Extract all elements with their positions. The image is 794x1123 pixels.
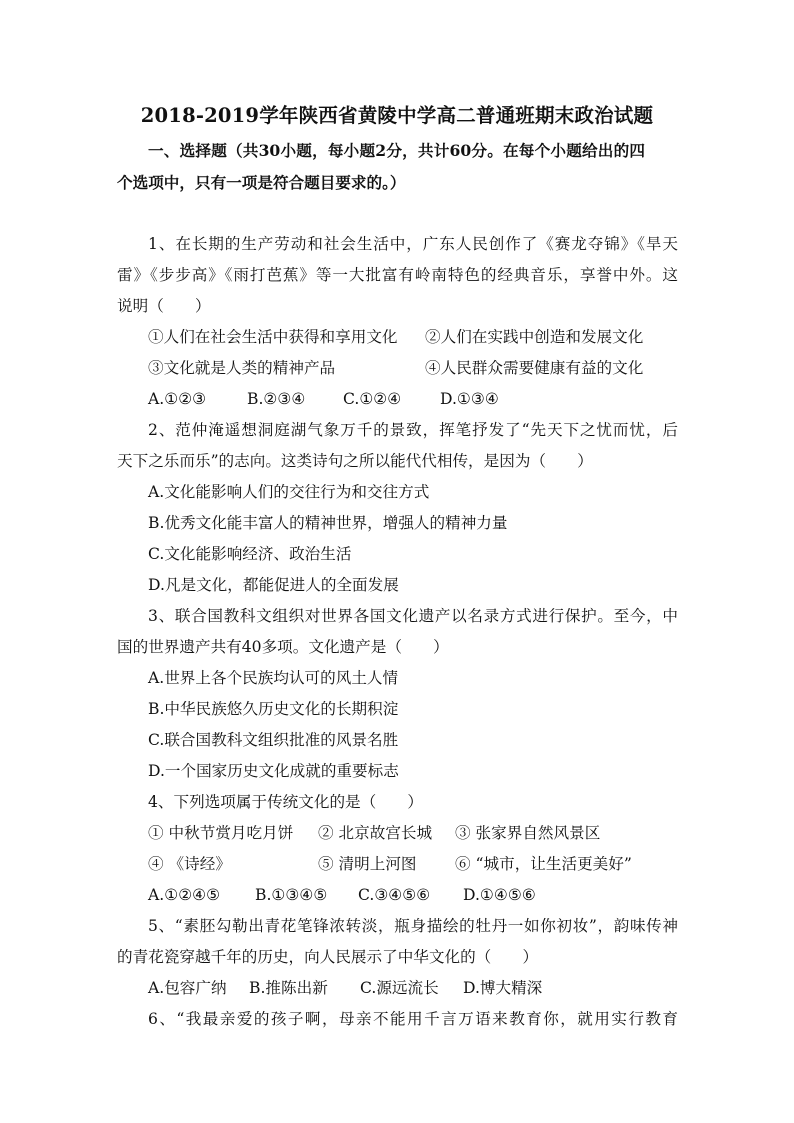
q4-item-2: ② 北京故宫长城: [318, 824, 433, 842]
q5-option-d: D.博大精深: [463, 979, 543, 997]
q5-option-b: B.推陈出新: [249, 979, 328, 997]
q5-stem-line-1: 5、“素胚勾勒出青花笔锋浓转淡，瓶身描绘的牡丹一如你初妆”，韵味传神: [148, 917, 678, 935]
q4-stem: 4、下列选项属于传统文化的是（ ）: [148, 793, 424, 811]
section-heading-line-1: 一、选择题（共30小题，每小题2分，共计60分。在每个小题给出的四: [148, 141, 645, 160]
q1-stem-line-2: 雷》《步步高》《雨打芭蕉》等一大批富有岭南特色的经典音乐，享誉中外。这: [117, 266, 678, 284]
q4-item-5: ⑤ 清明上河图: [318, 855, 417, 873]
q1-item-4: ④人民群众需要健康有益的文化: [425, 359, 644, 377]
q4-option-a: A.①②④⑤: [148, 886, 221, 904]
q4-option-d: D.①④⑤⑥: [463, 886, 536, 904]
q4-item-3: ③ 张家界自然风景区: [455, 824, 601, 842]
q4-item-4: ④ 《诗经》: [148, 855, 231, 873]
q2-stem-line-2: 天下之乐而乐”的志向。这类诗句之所以能代代相传，是因为（ ）: [117, 452, 593, 470]
q1-item-3: ③文化就是人类的精神产品: [148, 359, 336, 377]
q1-stem-line-1: 1、在长期的生产劳动和社会生活中，广东人民创作了《赛龙夺锦》《旱天: [148, 235, 678, 253]
q3-option-d: D.一个国家历史文化成就的重要标志: [148, 762, 399, 780]
q4-option-b: B.①③④⑤: [255, 886, 328, 904]
q3-stem-line-2: 国的世界遗产共有40多项。文化遗产是（ ）: [117, 638, 449, 656]
q5-option-a: A.包容广纳: [148, 979, 227, 997]
q1-option-c: C.①②④: [343, 390, 402, 408]
q2-option-c: C.文化能影响经济、政治生活: [148, 545, 352, 563]
q1-item-2: ②人们在实践中创造和发展文化: [425, 328, 644, 346]
q2-option-a: A.文化能影响人们的交往行为和交往方式: [148, 483, 430, 501]
q1-option-b: B.②③④: [247, 390, 306, 408]
document-title: 2018-2019学年陕西省黄陵中学高二普通班期末政治试题: [140, 104, 654, 127]
q4-item-6: ⑥ “城市，让生活更美好”: [455, 855, 632, 873]
q2-stem-line-1: 2、范仲淹遥想洞庭湖气象万千的景致，挥笔抒发了“先天下之忧而忧，后: [148, 421, 678, 439]
q6-stem-line-1: 6、“我最亲爱的孩子啊，母亲不能用千言万语来教育你，就用实行教育: [148, 1010, 678, 1028]
section-heading-line-2: 个选项中，只有一项是符合题目要求的。）: [117, 173, 406, 192]
q3-option-b: B.中华民族悠久历史文化的长期积淀: [148, 700, 399, 718]
q2-option-d: D.凡是文化，都能促进人的全面发展: [148, 576, 399, 594]
q3-option-c: C.联合国教科文组织批准的风景名胜: [148, 731, 399, 749]
q1-option-a: A.①②③: [148, 390, 207, 408]
q1-stem-line-3: 说明（ ）: [117, 297, 211, 315]
q4-item-1: ① 中秋节赏月吃月饼: [148, 824, 294, 842]
q1-option-d: D.①③④: [440, 390, 499, 408]
q4-option-c: C.③④⑤⑥: [358, 886, 431, 904]
q5-stem-line-2: 的青花瓷穿越千年的历史，向人民展示了中华文化的（ ）: [117, 948, 539, 966]
q2-option-b: B.优秀文化能丰富人的精神世界，增强人的精神力量: [148, 514, 508, 532]
q1-item-1: ①人们在社会生活中获得和享用文化: [148, 328, 398, 346]
q3-option-a: A.世界上各个民族均认可的风土人情: [148, 669, 399, 687]
q5-option-c: C.源远流长: [360, 979, 439, 997]
q3-stem-line-1: 3、联合国教科文组织对世界各国文化遗产以名录方式进行保护。至今，中: [148, 607, 678, 625]
